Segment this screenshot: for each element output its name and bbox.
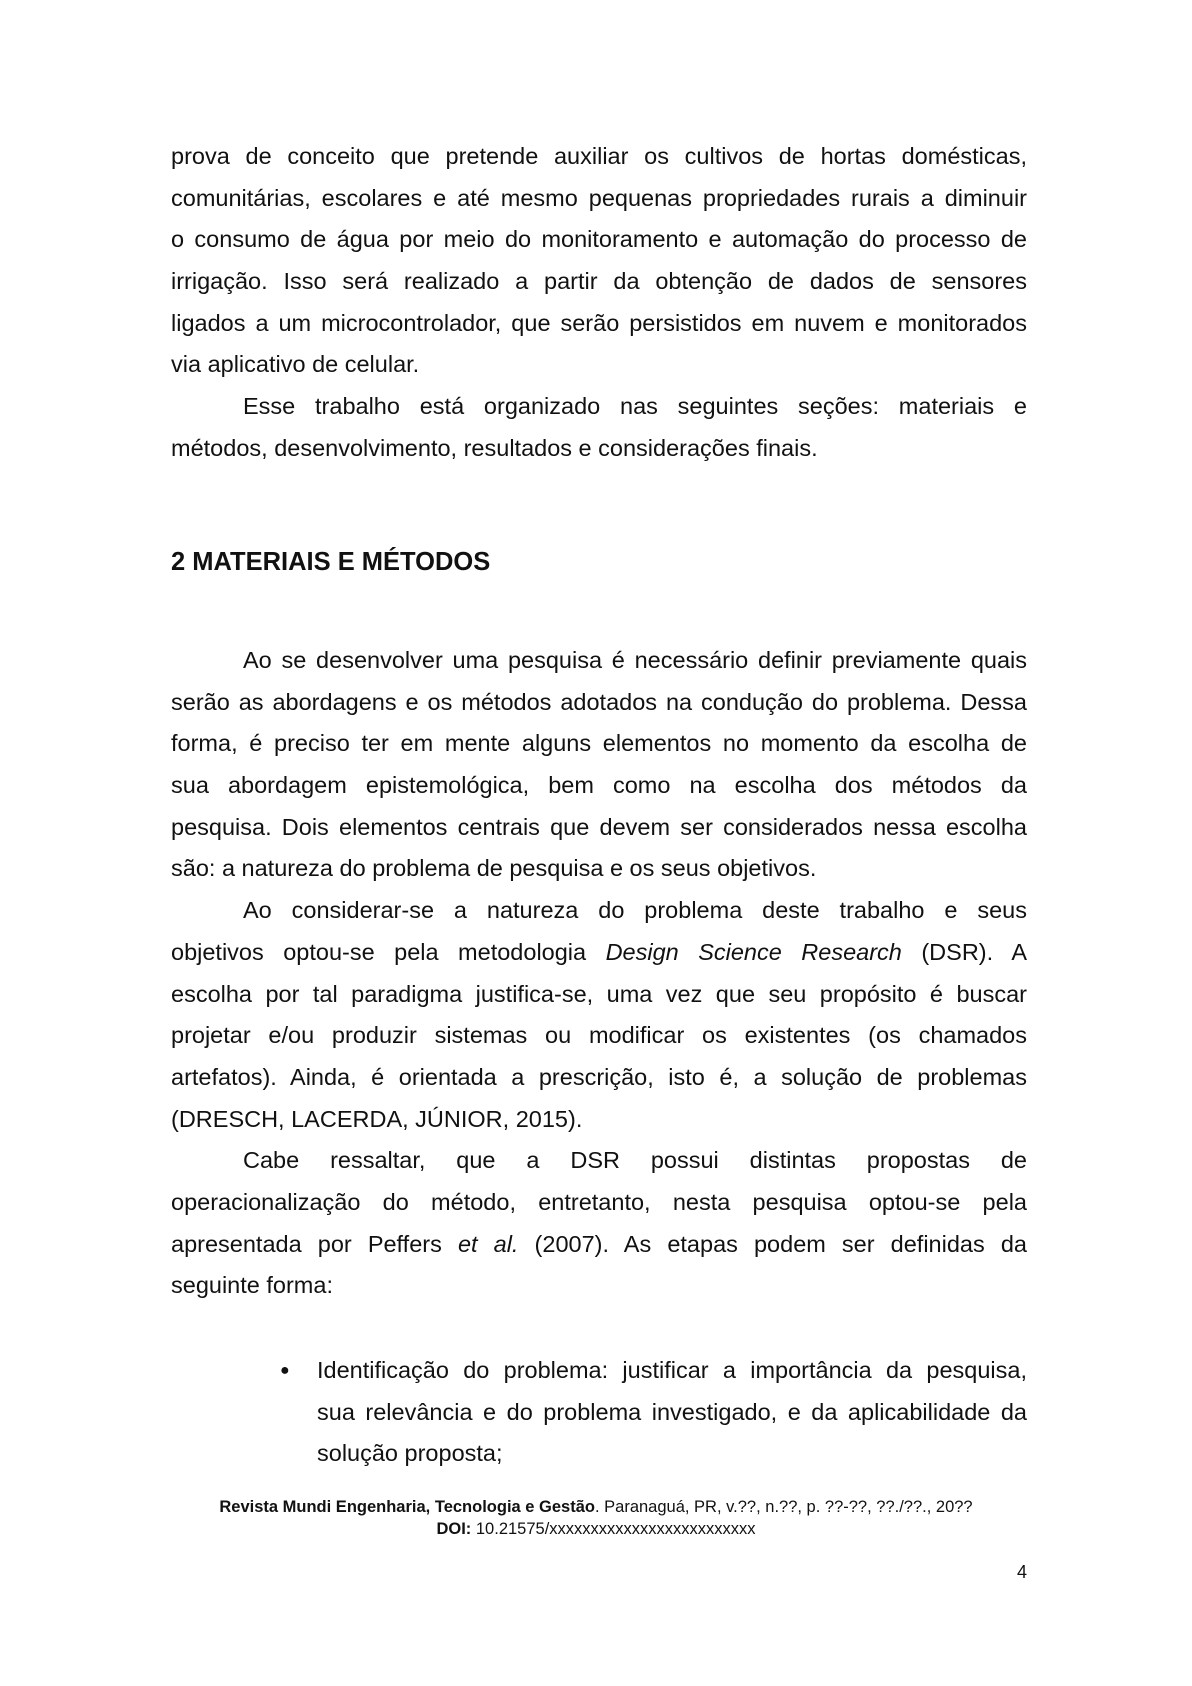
text-line: (DRESCH, LACERDA, JÚNIOR, 2015). <box>171 1105 583 1132</box>
text-line <box>171 932 1027 974</box>
paragraph-block-intro <box>171 136 1027 470</box>
text-line: irrigação. Isso será realizado a partir da obtenção de dados de sensores <box>171 268 1027 295</box>
journal-name: Revista Mundi Engenharia, Tecnologia e Gestão <box>219 1498 595 1516</box>
footer-citation <box>0 1496 1192 1518</box>
doi-value: 10.21575/xxxxxxxxxxxxxxxxxxxxxxxxx <box>471 1520 756 1538</box>
text-segment: (2007). As etapas podem ser definidas da <box>518 1230 1027 1257</box>
text-segment: apresentada por Peffers <box>171 1230 458 1257</box>
text-line: escolha por tal paradigma justifica-se, uma vez que seu propósito é buscar <box>171 980 1027 1007</box>
paragraph-block-methods <box>171 640 1027 1307</box>
text-line: ligados a um microcontrolador, que serão persistidos em nuvem e monitorados <box>171 309 1027 336</box>
text-line: projetar e/ou produzir sistemas ou modificar os existentes (os chamados <box>171 1022 1027 1049</box>
text-line: solução proposta; <box>317 1440 503 1467</box>
text-line: o consumo de água por meio do monitoramento e automação do processo de <box>171 226 1027 253</box>
text-line: Esse trabalho está organizado nas seguintes seções: materiais e <box>243 393 1027 420</box>
text-line: Ao se desenvolver uma pesquisa é necessário definir previamente quais <box>243 647 1027 673</box>
text-line: sua relevância e do problema investigado, e da aplicabilidade da <box>317 1398 1027 1425</box>
footer <box>0 1496 1192 1540</box>
text-line: seguinte forma: <box>171 1272 333 1299</box>
text-line: Identificação do problema: justificar a importância da pesquisa, <box>317 1357 1027 1383</box>
bullet-icon: ● <box>280 1362 290 1379</box>
text-line: operacionalização do método, entretanto, nesta pesquisa optou-se pela <box>171 1188 1027 1215</box>
text-line: sua abordagem epistemológica, bem como na escolha dos métodos da <box>171 772 1027 799</box>
text-segment: objetivos optou-se pela metodologia <box>171 938 606 965</box>
italic-text: Design Science Research <box>605 938 902 965</box>
page-number: 4 <box>1017 1562 1028 1582</box>
italic-text: et al. <box>457 1230 519 1257</box>
footer-doi <box>0 1518 1192 1540</box>
text-line: pesquisa. Dois elementos centrais que devem ser considerados nessa escolha <box>171 813 1027 840</box>
text-line: Cabe ressaltar, que a DSR possui distintas propostas de <box>243 1147 1027 1174</box>
text-line: métodos, desenvolvimento, resultados e considerações finais. <box>171 434 818 461</box>
text-segment: (DSR). A <box>901 938 1028 965</box>
text-line: artefatos). Ainda, é orientada a prescrição, isto é, a solução de problemas <box>171 1063 1027 1090</box>
text-line: prova de conceito que pretende auxiliar os cultivos de hortas domésticas, <box>171 143 1027 169</box>
text-line: via aplicativo de celular. <box>171 351 420 378</box>
section-heading: 2 MATERIAIS E MÉTODOS <box>171 548 491 576</box>
citation-details: . Paranaguá, PR, v.??, n.??, p. ??-??, ??./??., 20?? <box>594 1498 973 1516</box>
doi-label: DOI: <box>436 1520 472 1538</box>
text-line: forma, é preciso ter em mente alguns elementos no momento da escolha de <box>171 730 1027 757</box>
text-line: comunitárias, escolares e até mesmo pequenas propriedades rurais a diminuir <box>171 184 1027 211</box>
bullet-list <box>280 1350 1027 1475</box>
text-line: são: a natureza do problema de pesquisa e os seus objetivos. <box>171 855 817 882</box>
bullet-text <box>317 1350 1027 1475</box>
text-line: Ao considerar-se a natureza do problema deste trabalho e seus <box>243 897 1027 924</box>
text-line <box>171 1224 1027 1266</box>
text-line: serão as abordagens e os métodos adotados na condução do problema. Dessa <box>171 688 1027 715</box>
list-item <box>280 1350 1027 1475</box>
